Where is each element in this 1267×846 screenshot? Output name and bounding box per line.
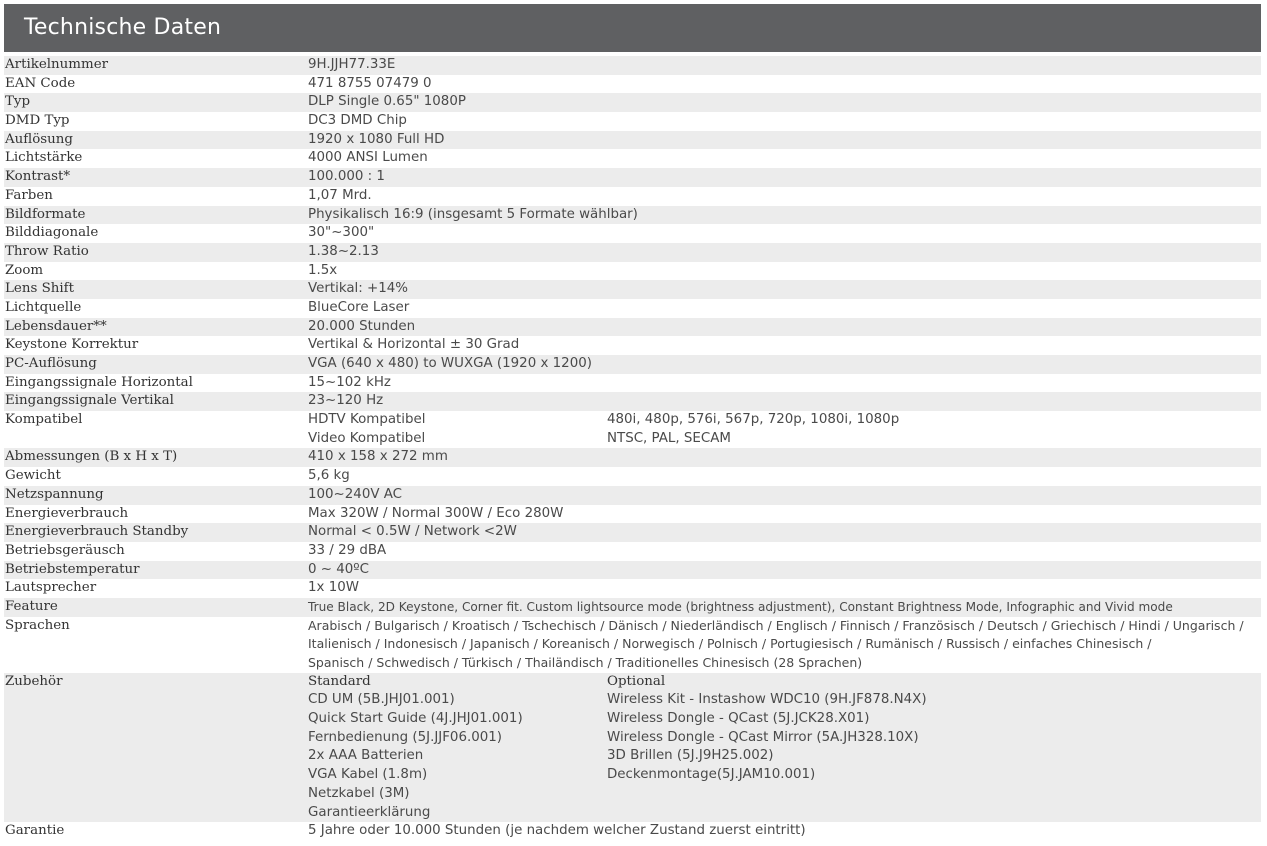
- accessory-item: Fernbedienung (5J.JJF06.001): [308, 729, 503, 745]
- spec-label: Netzspannung: [5, 486, 104, 502]
- spec-row: [4, 149, 1261, 168]
- spec-row: [4, 262, 1261, 281]
- spec-row: [4, 336, 1261, 355]
- spec-row: [4, 374, 1261, 393]
- compat-name: Video Kompatibel: [308, 430, 426, 446]
- spec-label: Lens Shift: [5, 281, 74, 297]
- languages-line: Arabisch / Bulgarisch / Kroatisch / Tschechisch / Dänisch / Niederländisch / Englisch / Finnisch / Französisch / Deutsch / Griechisch / Hindi / Ungarisch /: [308, 617, 1244, 633]
- spec-value: 1.5x: [308, 262, 338, 278]
- spec-label: Kontrast*: [5, 169, 71, 185]
- accessory-item: Garantieerklärung: [308, 804, 431, 820]
- spec-row: [4, 243, 1261, 262]
- spec-row-sprachen: [4, 617, 1261, 673]
- spec-row: [4, 168, 1261, 187]
- spec-row: [4, 224, 1261, 243]
- spec-value: DC3 DMD Chip: [308, 113, 407, 129]
- spec-label: Eingangssignale Horizontal: [5, 374, 193, 390]
- spec-table: [4, 56, 1261, 841]
- spec-label: Zubehör: [5, 673, 63, 689]
- spec-value: 15~102 kHz: [308, 374, 391, 390]
- spec-value: 33 / 29 dBA: [308, 542, 387, 558]
- spec-value: 1x 10W: [308, 580, 359, 596]
- spec-value: 471 8755 07479 0: [308, 75, 432, 91]
- spec-label: Feature: [5, 598, 58, 614]
- spec-value: 5,6 kg: [308, 468, 350, 484]
- spec-label: PC-Auflösung: [5, 356, 97, 371]
- standard-accessories: [308, 673, 523, 823]
- spec-value: 20.000 Stunden: [308, 318, 416, 334]
- spec-row: [4, 206, 1261, 225]
- spec-label: Auflösung: [5, 131, 73, 147]
- spec-value: 100.000 : 1: [308, 169, 385, 185]
- spec-value: 30"~300": [308, 225, 375, 241]
- spec-label: Zoom: [5, 262, 44, 278]
- spec-value: 5 Jahre oder 10.000 Stunden (je nachdem welcher Zustand zuerst eintritt): [308, 823, 806, 839]
- accessory-item: VGA Kabel (1.8m): [308, 767, 428, 783]
- accessory-item: 2x AAA Batterien: [308, 748, 424, 764]
- title-bar: [4, 4, 1261, 52]
- spec-label: Lichtquelle: [5, 299, 82, 315]
- accessory-item: Wireless Dongle - QCast Mirror (5A.JH328.10X): [607, 729, 919, 745]
- accessory-item: CD UM (5B.JHJ01.001): [308, 692, 455, 708]
- compat-names: [308, 411, 425, 448]
- spec-label: EAN Code: [5, 75, 76, 91]
- spec-row: [4, 467, 1261, 486]
- spec-value: DLP Single 0.65" 1080P: [308, 94, 466, 110]
- spec-label: Gewicht: [5, 468, 61, 484]
- spec-label: Throw Ratio: [5, 243, 89, 259]
- compat-name: HDTV Kompatibel: [308, 412, 426, 428]
- spec-label: Kompatibel: [5, 412, 83, 428]
- spec-label: Bilddiagonale: [5, 225, 99, 241]
- standard-heading: Standard: [308, 673, 371, 689]
- accessory-item: Wireless Dongle - QCast (5J.JCK28.X01): [607, 711, 870, 727]
- spec-row: [4, 822, 1261, 841]
- accessory-item: 3D Brillen (5J.J9H25.002): [607, 748, 774, 764]
- spec-value: 100~240V AC: [308, 486, 403, 502]
- compat-value: 480i, 480p, 576i, 567p, 720p, 1080i, 1080p: [607, 412, 900, 428]
- spec-label: Garantie: [5, 823, 65, 839]
- spec-value: 410 x 158 x 272 mm: [308, 449, 448, 465]
- spec-label: Lichtstärke: [5, 150, 83, 166]
- spec-label: Keystone Korrektur: [5, 337, 139, 353]
- optional-heading: Optional: [607, 673, 666, 689]
- spec-label: Lebensdauer**: [5, 318, 107, 334]
- spec-row: [4, 542, 1261, 561]
- spec-row: [4, 523, 1261, 542]
- languages-line: Spanisch / Schwedisch / Türkisch / Thailändisch / Traditionelles Chinesisch (28 Sprachen): [308, 655, 863, 671]
- spec-label: Betriebsgeräusch: [5, 542, 125, 558]
- spec-label: Bildformate: [5, 206, 86, 222]
- spec-value: 1920 x 1080 Full HD: [308, 131, 445, 147]
- spec-row: [4, 318, 1261, 337]
- accessory-item: Quick Start Guide (4J.JHJ01.001): [308, 711, 523, 727]
- spec-row-zubehoer: [4, 673, 1261, 823]
- spec-value: Vertikal & Horizontal ± 30 Grad: [308, 337, 520, 353]
- spec-row: [4, 598, 1261, 617]
- spec-label: Energieverbrauch: [5, 505, 129, 521]
- spec-value: 9H.JJH77.33E: [308, 57, 396, 72]
- spec-value: BlueCore Laser: [308, 299, 410, 315]
- spec-value: Normal < 0.5W / Network <2W: [308, 524, 517, 540]
- spec-row: [4, 75, 1261, 94]
- spec-value: 1,07 Mrd.: [308, 187, 372, 203]
- spec-row: [4, 505, 1261, 524]
- spec-row: [4, 392, 1261, 411]
- spec-row: [4, 112, 1261, 131]
- spec-label: DMD Typ: [5, 113, 70, 129]
- spec-label: Sprachen: [5, 617, 70, 633]
- spec-row: [4, 280, 1261, 299]
- spec-value: Vertikal: +14%: [308, 281, 409, 297]
- spec-value: VGA (640 x 480) to WUXGA (1920 x 1200): [308, 356, 592, 371]
- spec-row: [4, 355, 1261, 374]
- spec-value: 0 ~ 40ºC: [308, 561, 369, 577]
- spec-row: [4, 187, 1261, 206]
- spec-label: Farben: [5, 187, 53, 203]
- spec-row: [4, 299, 1261, 318]
- spec-row: [4, 579, 1261, 598]
- spec-row: [4, 56, 1261, 75]
- spec-value: Physikalisch 16:9 (insgesamt 5 Formate wählbar): [308, 206, 638, 222]
- compat-value: NTSC, PAL, SECAM: [607, 430, 731, 446]
- page-title: Technische Daten: [24, 15, 222, 40]
- compat-values: [607, 411, 899, 448]
- accessory-item: Netzkabel (3M): [308, 785, 410, 801]
- spec-value: 1.38~2.13: [308, 243, 379, 259]
- spec-value: 23~120 Hz: [308, 393, 384, 409]
- spec-row: [4, 93, 1261, 112]
- spec-label: Typ: [5, 94, 31, 110]
- optional-accessories: [607, 673, 927, 785]
- languages-line: Italienisch / Indonesisch / Japanisch / Koreanisch / Norwegisch / Polnisch / Portugiesisch / Rumänisch / Russisch / einfaches Chinesisch /: [308, 636, 1152, 652]
- accessory-item: Wireless Kit - Instashow WDC10 (9H.JF878.N4X): [607, 692, 927, 708]
- spec-label: Lautsprecher: [5, 580, 97, 596]
- spec-value: True Black, 2D Keystone, Corner fit. Custom lightsource mode (brightness adjustment), Constant Brightness Mode, Infographic and Vivid mode: [308, 599, 1173, 614]
- spec-value: 4000 ANSI Lumen: [308, 150, 428, 166]
- spec-row: [4, 561, 1261, 580]
- spec-label: Energieverbrauch Standby: [5, 524, 189, 540]
- spec-row: [4, 131, 1261, 150]
- spec-row: [4, 486, 1261, 505]
- spec-row-kompatibel: [4, 411, 1261, 448]
- languages-list: [308, 617, 1244, 673]
- accessory-item: Deckenmontage(5J.JAM10.001): [607, 767, 816, 783]
- spec-label: Eingangssignale Vertikal: [5, 393, 174, 409]
- spec-label: Betriebstemperatur: [5, 561, 140, 577]
- spec-label: Abmessungen (B x H x T): [5, 449, 178, 465]
- spec-label: Artikelnummer: [5, 57, 109, 72]
- spec-value: Max 320W / Normal 300W / Eco 280W: [308, 505, 564, 521]
- spec-row: [4, 448, 1261, 467]
